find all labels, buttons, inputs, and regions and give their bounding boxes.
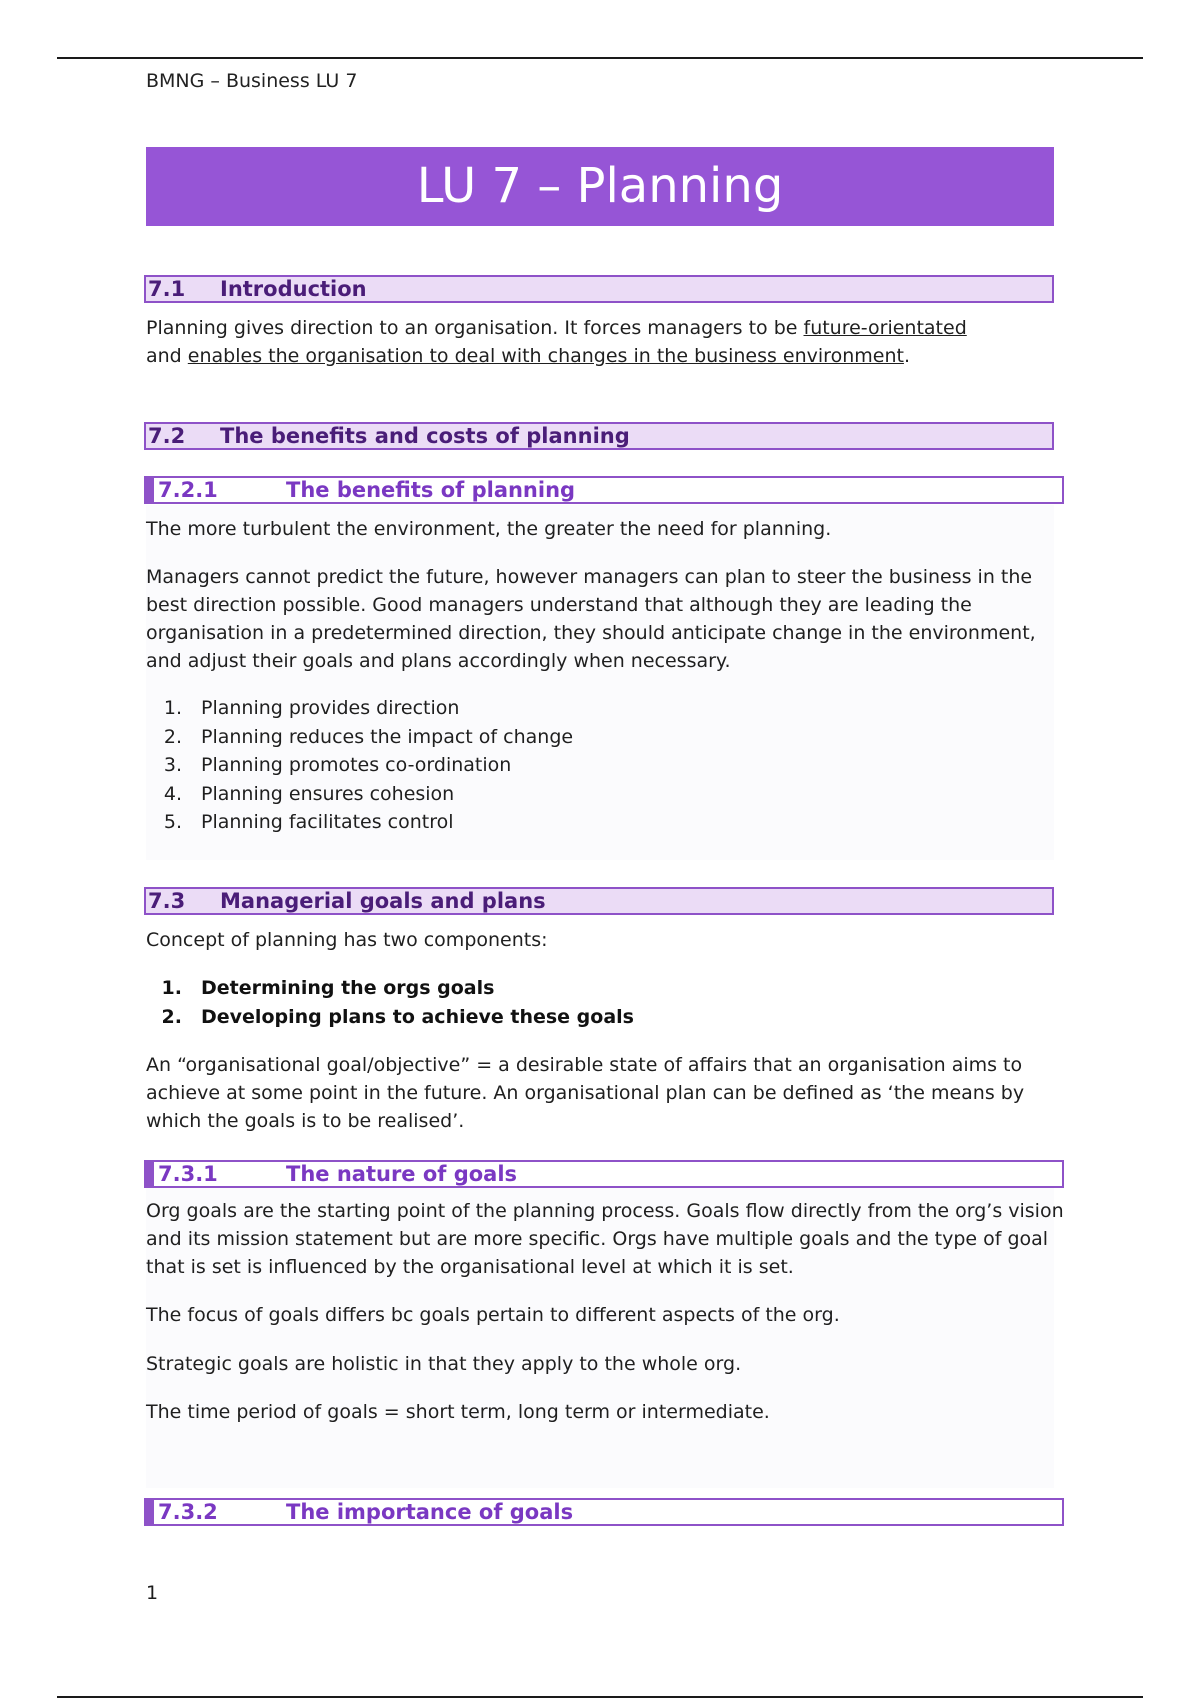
list-item [146, 974, 634, 1003]
subsection-title: The benefits of planning [286, 478, 576, 502]
list-text: Developing plans to achieve these goals [201, 1005, 634, 1028]
list-number: 2. [163, 725, 182, 748]
list-text: Planning reduces the impact of change [201, 725, 574, 748]
section-heading-7-2 [144, 422, 1054, 450]
list-text: Planning promotes co-ordination [201, 754, 512, 776]
subsection-title: The nature of goals [286, 1162, 518, 1186]
goals-paragraph-1: Concept of planning has two components: [146, 929, 548, 951]
subsection-heading-7-3-1 [144, 1160, 1064, 1188]
intro-text-2: and [146, 345, 188, 367]
list-item [146, 780, 573, 809]
subsection-number: 7.3.2 [158, 1500, 218, 1524]
page-number: 1 [146, 1582, 159, 1604]
section-title: The benefits and costs of planning [220, 424, 630, 448]
components-list [146, 974, 634, 1031]
section-number: 7.1 [148, 277, 186, 301]
nature-paragraph-4: The time period of goals = short term, long term or intermediate. [146, 1401, 770, 1423]
section-title: Managerial goals and plans [220, 889, 546, 913]
list-item [146, 1003, 634, 1032]
benefits-paragraph-2: Managers cannot predict the future, however managers can plan to steer the business in the best direction possible. Good managers understand that although they are leading the organisation in a predetermined direction, they should anticipate change in the environment, and adjust their goals and plans accordingly when necessary. [146, 566, 1036, 672]
section-number: 7.3 [148, 889, 186, 913]
benefits-list [146, 694, 573, 837]
section-heading-7-1 [144, 275, 1054, 303]
list-number: 4. [163, 782, 182, 805]
subsection-number: 7.3.1 [158, 1162, 218, 1186]
list-item [146, 751, 573, 780]
list-number: 5. [163, 811, 182, 833]
intro-underline-2: enables the organisation to deal with changes in the business environment [187, 345, 904, 367]
list-text: Planning provides direction [201, 697, 460, 719]
subsection-title: The importance of goals [286, 1500, 574, 1524]
intro-underline-1: future-orientated [803, 317, 967, 339]
list-item [146, 723, 573, 752]
section-title: Introduction [220, 277, 367, 301]
top-rule [57, 57, 1143, 59]
page-title: LU 7 – Planning [146, 147, 1054, 226]
section-heading-7-3 [144, 887, 1054, 915]
list-item [146, 694, 573, 723]
section-number: 7.2 [148, 424, 186, 448]
list-number: 1. [163, 697, 182, 719]
goals-paragraph-2: An “organisational goal/objective” = a desirable state of affairs that an organisation aims to achieve at some point in the future. An organisational plan can be defined as ‘the means by which the goals is to be realised’. [146, 1054, 1025, 1132]
list-number: 2. [161, 1005, 182, 1028]
list-text: Planning ensures cohesion [201, 782, 455, 805]
subsection-number: 7.2.1 [158, 478, 218, 502]
bottom-rule [57, 1696, 1143, 1698]
subsection-heading-7-3-2 [144, 1498, 1064, 1526]
benefits-paragraph-1: The more turbulent the environment, the greater the need for planning. [146, 518, 832, 540]
document-header: BMNG – Business LU 7 [146, 70, 358, 92]
list-item [146, 808, 573, 837]
nature-paragraph-3: Strategic goals are holistic in that they apply to the whole org. [146, 1353, 742, 1375]
intro-text-3: . [903, 345, 910, 367]
nature-paragraph-2: The focus of goals differs bc goals pertain to different aspects of the org. [146, 1304, 840, 1326]
subsection-heading-7-2-1 [144, 476, 1064, 504]
intro-text-1: Planning gives direction to an organisation. It forces managers to be [146, 317, 804, 339]
intro-paragraph [146, 314, 1076, 370]
list-text: Determining the orgs goals [201, 977, 495, 999]
list-text: Planning facilitates control [201, 811, 454, 833]
nature-paragraph-1: Org goals are the starting point of the planning process. Goals flow directly from the org’s vision and its mission statement but are more specific. Orgs have multiple goals and the type of goal that is set is influenced by the organisational level at which it is set. [146, 1200, 1064, 1278]
list-number: 1. [161, 977, 182, 999]
list-number: 3. [163, 754, 182, 776]
